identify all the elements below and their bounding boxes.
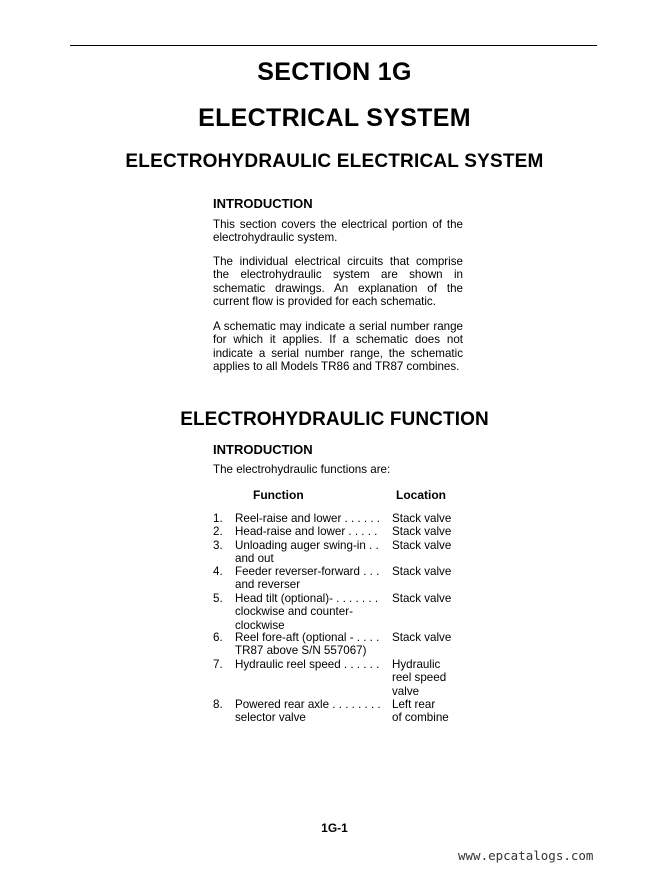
column-header-function: Function	[253, 488, 304, 502]
function-name-line: TR87 above S/N 557067)	[235, 644, 367, 658]
function-number: 3.	[213, 539, 223, 552]
function-name	[235, 698, 390, 725]
function-location-line: reel speed	[392, 671, 447, 685]
function-name-line: Feeder reverser-forward . . .	[235, 565, 380, 578]
function-name-line: Powered rear axle . . . . . . . .	[235, 698, 381, 711]
function-name	[235, 539, 390, 566]
function-name	[235, 565, 390, 592]
intro-paragraph-2	[213, 255, 463, 309]
function-location-line: Stack valve	[392, 512, 452, 525]
function-location-line: Hydraulic	[392, 658, 441, 671]
function-location-line: of combine	[392, 711, 449, 725]
function-location-line: Stack valve	[392, 539, 452, 552]
function-name-line: and out	[235, 552, 274, 566]
function-location	[392, 631, 472, 644]
function-number: 1.	[213, 512, 223, 525]
function-name-line: Reel-raise and lower . . . . . .	[235, 512, 380, 525]
function-section-title: ELECTROHYDRAULIC FUNCTION	[180, 409, 489, 430]
function-location-line: Stack valve	[392, 631, 452, 644]
function-location-line: Left rear	[392, 698, 436, 711]
function-location	[392, 698, 472, 725]
column-header-location: Location	[396, 488, 446, 502]
function-number: 8.	[213, 698, 223, 711]
section-title: ELECTRICAL SYSTEM	[198, 104, 471, 132]
function-name-line: clockwise and counter-	[235, 605, 353, 619]
function-name-line: Unloading auger swing-in . .	[235, 539, 379, 552]
top-rule	[70, 45, 597, 46]
function-name	[235, 592, 390, 632]
function-name-line: and reverser	[235, 578, 301, 592]
function-name-line: Hydraulic reel speed . . . . . .	[235, 658, 380, 671]
function-intro-heading: INTRODUCTION	[213, 442, 313, 457]
function-number: 7.	[213, 658, 223, 671]
function-name	[235, 631, 390, 658]
function-number: 2.	[213, 525, 223, 538]
function-number: 4.	[213, 565, 223, 578]
function-name-line: selector valve	[235, 711, 306, 725]
function-location-line: Stack valve	[392, 565, 452, 578]
intro-heading: INTRODUCTION	[213, 196, 313, 211]
function-location	[392, 539, 472, 552]
function-location	[392, 565, 472, 578]
function-location-line: valve	[392, 684, 420, 698]
intro-paragraph-2-text: The individual electrical circuits that comprise the electrohydraulic system are shown in schematic drawings. An explanation of the current flow is provided for each schematic.	[213, 255, 463, 309]
intro-paragraph-3-text: A schematic may indicate a serial number range for which it applies. If a schematic does not indicate a serial number range, the schematic applies to all Models TR86 and TR87 combines.	[213, 320, 463, 374]
function-name-line: Head tilt (optional)- . . . . . . .	[235, 592, 379, 605]
function-name-line: Head-raise and lower . . . . .	[235, 525, 378, 538]
function-location-line: Stack valve	[392, 592, 452, 605]
intro-paragraph-1-text: This section covers the electrical portion of the electrohydraulic system.	[213, 218, 463, 245]
intro-paragraph-1	[213, 218, 463, 245]
section-subtitle: ELECTROHYDRAULIC ELECTRICAL SYSTEM	[125, 151, 544, 172]
function-location	[392, 658, 472, 698]
page-number: 1G-1	[321, 821, 348, 835]
function-location-line: Stack valve	[392, 525, 452, 538]
watermark: www.epcatalogs.com	[458, 848, 594, 863]
function-name	[235, 525, 390, 538]
function-name-line: clockwise	[235, 618, 285, 632]
function-name-line: Reel fore-aft (optional - . . . .	[235, 631, 380, 644]
intro-paragraph-3	[213, 320, 463, 374]
function-location	[392, 592, 472, 605]
function-location	[392, 525, 472, 538]
function-name	[235, 512, 390, 525]
function-number: 6.	[213, 631, 223, 644]
function-lead: The electrohydraulic functions are:	[213, 463, 391, 476]
function-number: 5.	[213, 592, 223, 605]
function-location	[392, 512, 472, 525]
section-number: SECTION 1G	[257, 58, 412, 86]
function-name	[235, 658, 390, 671]
